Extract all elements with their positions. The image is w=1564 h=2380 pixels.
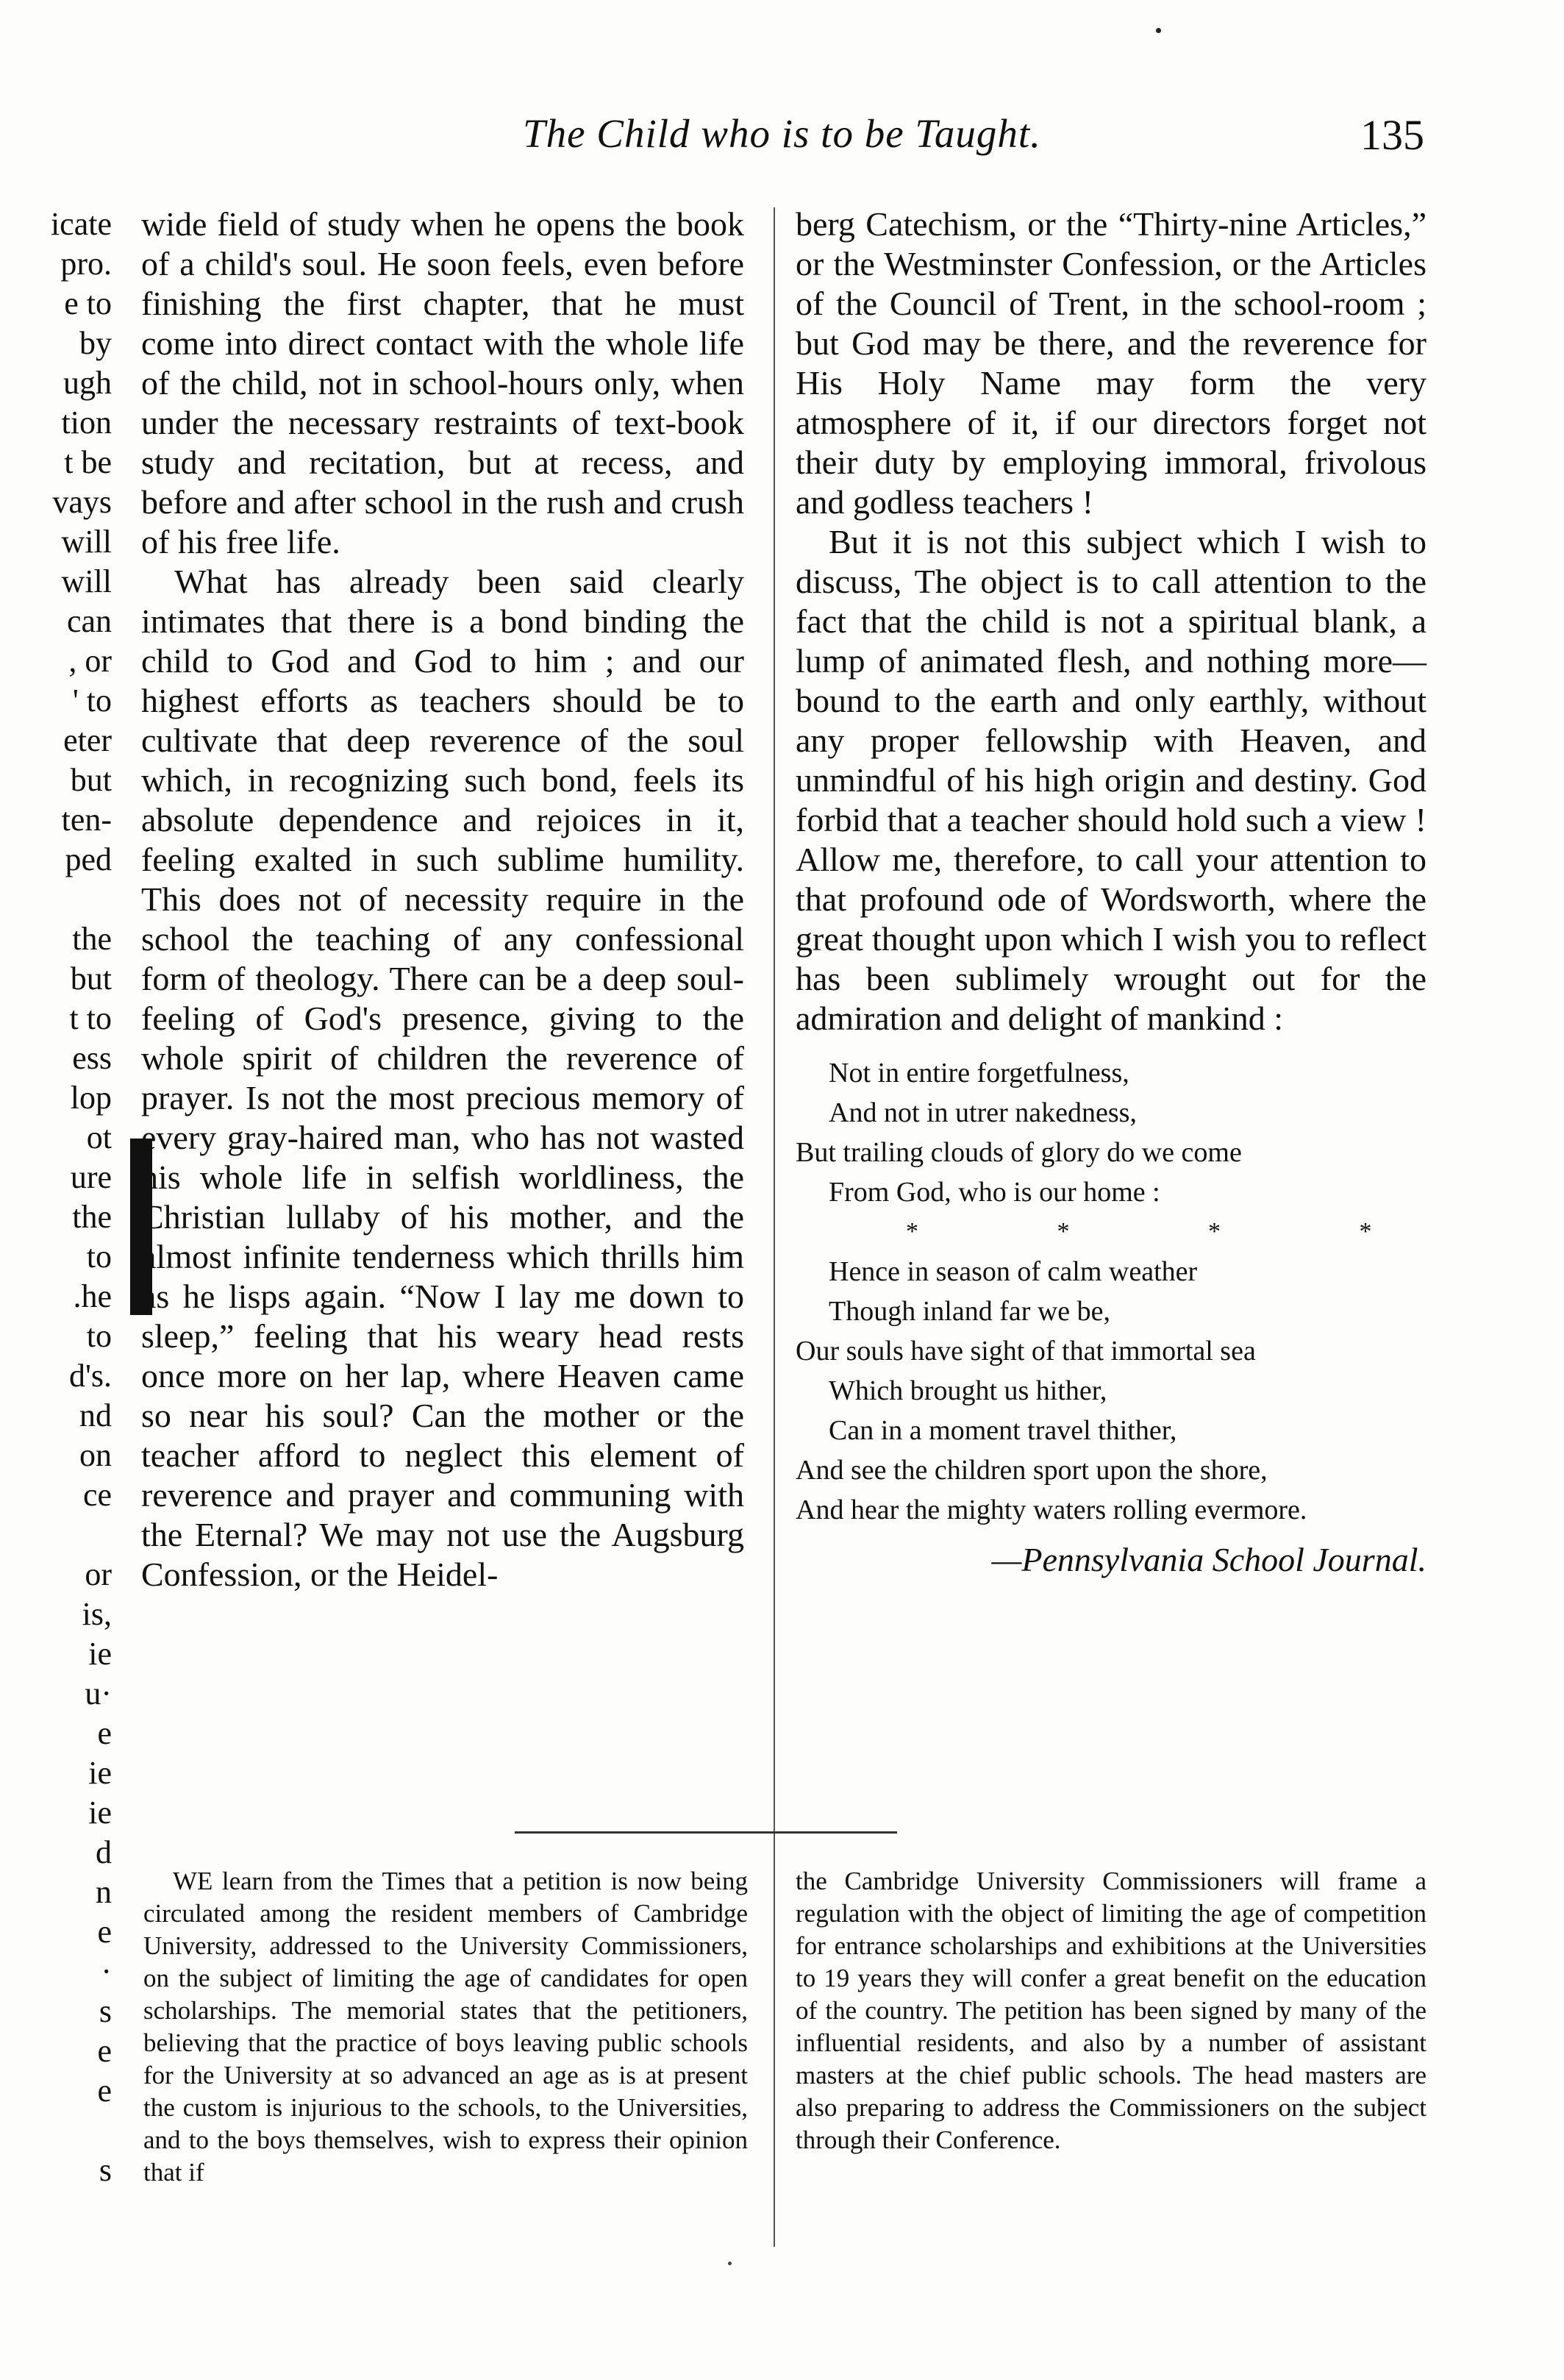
margin-fragment: will bbox=[61, 524, 112, 560]
page-number: 135 bbox=[1360, 111, 1424, 159]
poem-line: But trailing clouds of glory do we come bbox=[796, 1137, 1242, 1168]
margin-fragment: the bbox=[72, 921, 112, 957]
paragraph: berg Catechism, or the “Thirty-nine Articles,” or the Westminster Confession, or the Articles of the Council of Trent, in the school-room ; but God may be there, and the reverence for His Holy Name may form the very atmosphere of it, if our directors forget not their duty by employing immoral, frivolous and godless teachers ! bbox=[796, 205, 1426, 521]
left-margin-fragments bbox=[9, 204, 112, 2190]
margin-fragment: but bbox=[70, 762, 112, 798]
margin-fragment: by bbox=[79, 325, 112, 361]
margin-fragment: , or bbox=[68, 643, 112, 679]
poem-line: And see the children sport upon the shore, bbox=[796, 1455, 1268, 1486]
margin-fragment: t to bbox=[69, 1000, 112, 1036]
margin-fragment: d's. bbox=[68, 1358, 112, 1394]
margin-fragment: e bbox=[97, 1914, 112, 1950]
margin-fragment: · bbox=[101, 1953, 112, 1989]
running-title: The Child who is to be Taught. bbox=[523, 111, 1041, 156]
margin-fragment: e bbox=[97, 1715, 112, 1751]
poem-line: Can in a moment travel thither, bbox=[829, 1415, 1177, 1446]
poem-line: Our souls have sight of that immortal sea bbox=[796, 1336, 1256, 1367]
poem-line: Which brought us hither, bbox=[829, 1375, 1107, 1406]
margin-fragment: s bbox=[99, 1993, 112, 2029]
news-column-left bbox=[143, 1865, 748, 2189]
margin-fragment: d bbox=[96, 1834, 112, 1870]
poem-quotation bbox=[796, 1053, 1438, 1530]
margin-fragment: ie bbox=[88, 1636, 112, 1672]
paragraph: What has already been said clearly intimates that there is a bond binding the child to God and God to him ; and our highest efforts as teachers should be to cultivate that deep reverence of the soul which, in recognizing such bond, feels its absolute dependence and rejoices in it, feeling exalted in such sublime humility. This does not of necessity require in the school the teaching of any confessional form of theology. There can be a deep soul-feeling of God's presence, giving to the whole spirit of children the reverence of prayer. Is not the most precious memory of every gray-haired man, who has not wasted his whole life in selfish worldliness, the Christian lullaby of his mother, and the almost infinite tenderness which thrills him as he lisps again. “Now I lay me down to sleep,” feeling that his weary head rests once more on her lap, where Heaven came so near his soul? Can the mother or the teacher afford to neglect this element of reverence and prayer and communing with the Eternal? We may not use the Augsburg Confession, or the Heidel- bbox=[141, 563, 744, 1593]
poem-line: Hence in season of calm weather bbox=[829, 1256, 1198, 1287]
margin-fragment: will bbox=[61, 563, 112, 599]
paragraph: wide field of study when he opens the book of a child's soul. He soon feels, even before finishing the first chapter, that he must come into direct contact with the whole life of the child, not in school-hours only, when under the necessary restraints of text-book study and recitation, but at recess, and before and after school in the rush and crush of his free life. bbox=[141, 205, 744, 560]
margin-fragment: nd bbox=[79, 1397, 112, 1433]
news-paragraph: the Cambridge University Commissioners will frame a regulation with the object of limiting the age of competition for entrance scholarships and exhibitions at the Universities to 19 years they will confer a great benefit on the education of the country. The petition has been signed by many of the influential residents, and also by a number of assistant masters at the chief public schools. The head masters are also preparing to address the Commissioners on the subject through their Conference. bbox=[796, 1867, 1426, 2154]
paragraph: But it is not this subject which I wish to discuss, The object is to call attention to the fact that the child is not a spiritual blank, a lump of animated flesh, and nothing more—bound to the earth and only earthly, without any proper fellowship with Heaven, and unmindful of his high origin and destiny. God forbid that a teacher should hold such a view ! Allow me, therefore, to call your attention to that profound ode of Wordsworth, where the great thought upon which I wish you to reflect has been sublimely wrought out for the admiration and delight of mankind : bbox=[796, 523, 1426, 1037]
margin-fragment bbox=[9, 2111, 112, 2151]
margin-fragment: icate bbox=[50, 206, 112, 242]
margin-fragment: n bbox=[96, 1874, 112, 1910]
margin-fragment: to bbox=[86, 1318, 112, 1354]
article-column-right bbox=[796, 204, 1438, 1580]
margin-fragment: eter bbox=[63, 722, 112, 758]
margin-fragment: ten- bbox=[61, 802, 112, 838]
margin-fragment: ot bbox=[86, 1119, 112, 1155]
attribution: —Pennsylvania School Journal. bbox=[991, 1541, 1426, 1578]
margin-fragment: .he bbox=[73, 1278, 112, 1314]
margin-fragment: ie bbox=[88, 1795, 112, 1831]
margin-fragment: u· bbox=[85, 1675, 112, 1711]
margin-fragment: pro. bbox=[60, 246, 112, 282]
poem-line: And hear the mighty waters rolling evermore. bbox=[796, 1494, 1307, 1525]
margin-fragment: or bbox=[85, 1556, 112, 1592]
margin-fragment bbox=[9, 1515, 112, 1555]
margin-fragment: lop bbox=[70, 1080, 112, 1116]
margin-fragment: ugh bbox=[63, 365, 112, 401]
margin-fragment: can bbox=[66, 603, 112, 639]
margin-fragment: ped bbox=[65, 841, 112, 877]
margin-fragment: e to bbox=[64, 285, 112, 321]
margin-fragment: ie bbox=[88, 1755, 112, 1791]
margin-fragment: t be bbox=[64, 444, 112, 480]
margin-fragment: ' to bbox=[72, 683, 112, 719]
column-divider bbox=[774, 207, 775, 1899]
ink-speck bbox=[1156, 28, 1161, 33]
news-paragraph: WE learn from the Times that a petition is now being circulated among the resident members of Cambridge University, addressed to the University Commissioners, on the subject of limiting the age of candidates for open scholarships. The memorial states that the petitioners, believing that the practice of boys leaving public schools for the University at so advanced an age as is at present the custom is injurious to the schools, to the Universities, and to the boys themselves, wish to express their opinion that if bbox=[143, 1867, 748, 2187]
ink-speck bbox=[728, 2262, 732, 2265]
margin-fragment: ure bbox=[70, 1159, 112, 1195]
poem-line: And not in utrer nakedness, bbox=[829, 1097, 1137, 1128]
margin-fragment: but bbox=[70, 961, 112, 997]
poem-line: From God, who is our home : bbox=[829, 1177, 1160, 1208]
poem-line: Not in entire forgetfulness, bbox=[829, 1058, 1129, 1089]
margin-fragment: ce bbox=[82, 1477, 112, 1513]
margin-fragment: tion bbox=[61, 405, 112, 441]
margin-fragment: the bbox=[72, 1199, 112, 1235]
margin-fragment: vays bbox=[52, 484, 112, 520]
section-separator bbox=[515, 1831, 897, 1834]
poem-ellipsis-stars: * * * * bbox=[906, 1218, 1438, 1245]
column-divider bbox=[774, 1864, 775, 2247]
margin-fragment: s bbox=[99, 2152, 112, 2188]
poem-line: Though inland far we be, bbox=[829, 1296, 1111, 1327]
margin-fragment: ess bbox=[72, 1040, 112, 1076]
news-column-right bbox=[796, 1865, 1426, 2156]
margin-fragment: is, bbox=[82, 1596, 112, 1632]
margin-fragment: e bbox=[97, 2073, 112, 2109]
article-column-left bbox=[141, 204, 744, 1595]
margin-fragment: e bbox=[97, 2033, 112, 2069]
margin-fragment bbox=[9, 880, 112, 919]
margin-fragment: to bbox=[86, 1239, 112, 1275]
margin-fragment: on bbox=[79, 1437, 112, 1473]
